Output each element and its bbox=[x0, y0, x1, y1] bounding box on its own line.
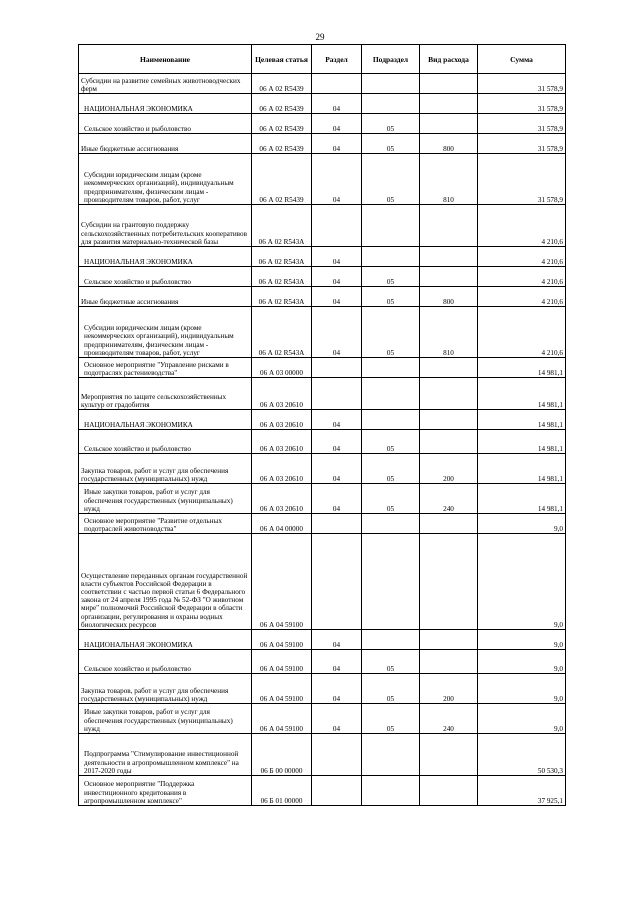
row-target-article: 06 А 03 20610 bbox=[252, 430, 312, 454]
row-name: Субсидии на грантовую поддержку сельскохозяйственных потребительских кооперативов для развития материально-технической базы bbox=[79, 205, 252, 247]
row-target-article: 06 А 02 R543А bbox=[252, 205, 312, 247]
row-section: 04 bbox=[312, 94, 362, 114]
row-target-article: 06 А 02 R5439 bbox=[252, 74, 312, 94]
row-target-article: 06 А 02 R543А bbox=[252, 247, 312, 267]
row-subsection: 05 bbox=[362, 267, 420, 287]
row-subsection: 05 bbox=[362, 287, 420, 307]
row-name: НАЦИОНАЛЬНАЯ ЭКОНОМИКА bbox=[79, 247, 252, 267]
row-expense-kind: 200 bbox=[420, 674, 478, 704]
row-expense-kind bbox=[420, 358, 478, 378]
row-target-article: 06 А 03 20610 bbox=[252, 484, 312, 514]
row-sum: 31 578,9 bbox=[478, 74, 566, 94]
row-name: Основное мероприятие "Управление рисками в подотраслях растениеводства" bbox=[79, 358, 252, 378]
row-subsection bbox=[362, 534, 420, 630]
row-sum: 4 210,6 bbox=[478, 247, 566, 267]
table-row bbox=[79, 410, 566, 430]
row-subsection bbox=[362, 776, 420, 806]
table-row bbox=[79, 94, 566, 114]
row-expense-kind bbox=[420, 514, 478, 534]
row-expense-kind bbox=[420, 94, 478, 114]
row-subsection: 05 bbox=[362, 134, 420, 154]
row-name: Иные бюджетные ассигнования bbox=[79, 134, 252, 154]
row-expense-kind bbox=[420, 247, 478, 267]
row-section bbox=[312, 358, 362, 378]
row-target-article: 06 А 04 00000 bbox=[252, 514, 312, 534]
row-target-article: 06 А 03 20610 bbox=[252, 378, 312, 410]
row-name: Иные закупки товаров, работ и услуг для обеспечения государственных (муниципальных) нужд bbox=[79, 704, 252, 734]
row-target-article: 06 А 03 20610 bbox=[252, 410, 312, 430]
row-name: НАЦИОНАЛЬНАЯ ЭКОНОМИКА bbox=[79, 630, 252, 650]
row-sum: 31 578,9 bbox=[478, 114, 566, 134]
row-subsection bbox=[362, 630, 420, 650]
table-row bbox=[79, 650, 566, 674]
row-target-article: 06 А 02 R543А bbox=[252, 287, 312, 307]
row-section: 04 bbox=[312, 287, 362, 307]
row-subsection: 05 bbox=[362, 484, 420, 514]
table-row bbox=[79, 307, 566, 358]
row-subsection: 05 bbox=[362, 307, 420, 358]
row-target-article: 06 А 04 59100 bbox=[252, 704, 312, 734]
table-row bbox=[79, 154, 566, 205]
row-section: 04 bbox=[312, 484, 362, 514]
row-name: Субсидии на развитие семейных животноводческих ферм bbox=[79, 74, 252, 94]
row-sum: 14 981,1 bbox=[478, 410, 566, 430]
row-name: Иные закупки товаров, работ и услуг для обеспечения государственных (муниципальных) нужд bbox=[79, 484, 252, 514]
row-name: Подпрограмма "Стимулирование инвестиционной деятельности в агропромышленном комплексе" на 2017-2020 годы bbox=[79, 734, 252, 776]
row-sum: 14 981,1 bbox=[478, 454, 566, 484]
row-expense-kind: 800 bbox=[420, 134, 478, 154]
row-sum: 14 981,1 bbox=[478, 358, 566, 378]
row-subsection bbox=[362, 74, 420, 94]
row-name: НАЦИОНАЛЬНАЯ ЭКОНОМИКА bbox=[79, 94, 252, 114]
row-name: Иные бюджетные ассигнования bbox=[79, 287, 252, 307]
row-section: 04 bbox=[312, 134, 362, 154]
row-section bbox=[312, 378, 362, 410]
row-section: 04 bbox=[312, 267, 362, 287]
row-section bbox=[312, 205, 362, 247]
row-section: 04 bbox=[312, 247, 362, 267]
row-subsection bbox=[362, 205, 420, 247]
row-expense-kind bbox=[420, 114, 478, 134]
row-expense-kind: 810 bbox=[420, 307, 478, 358]
row-subsection bbox=[362, 734, 420, 776]
row-name: Сельское хозяйство и рыболовство bbox=[79, 267, 252, 287]
row-section: 04 bbox=[312, 630, 362, 650]
row-sum: 14 981,1 bbox=[478, 484, 566, 514]
row-name: Субсидии юридическим лицам (кроме некоммерческих организаций), индивидуальным предпринимателям, физическим лицам - производителям товаров, работ, услуг bbox=[79, 307, 252, 358]
row-expense-kind bbox=[420, 205, 478, 247]
row-name: Осуществление переданных органам государственной власти субъектов Российской Федерации в соответствии с частью первой статьи 6 Федерального закона от 24 апреля 1995 года № 52-ФЗ "О животном мире" полномочий Российской Федерации в области организации, регулирования и охраны водных биологических ресурсов bbox=[79, 534, 252, 630]
row-name: Субсидии юридическим лицам (кроме некоммерческих организаций), индивидуальным предпринимателям, физическим лицам - производителям товаров, работ, услуг bbox=[79, 154, 252, 205]
table-row bbox=[79, 734, 566, 776]
table-row bbox=[79, 630, 566, 650]
row-section bbox=[312, 534, 362, 630]
row-name: Закупка товаров, работ и услуг для обеспечения государственных (муниципальных) нужд bbox=[79, 454, 252, 484]
header-name: Наименование bbox=[79, 45, 252, 74]
row-expense-kind: 810 bbox=[420, 154, 478, 205]
row-target-article: 06 А 04 59100 bbox=[252, 630, 312, 650]
row-expense-kind bbox=[420, 410, 478, 430]
row-target-article: 06 А 02 R543А bbox=[252, 307, 312, 358]
row-section: 04 bbox=[312, 454, 362, 484]
table-row bbox=[79, 358, 566, 378]
table-row bbox=[79, 484, 566, 514]
row-subsection bbox=[362, 358, 420, 378]
table-row bbox=[79, 74, 566, 94]
row-expense-kind bbox=[420, 734, 478, 776]
row-sum: 9,0 bbox=[478, 704, 566, 734]
row-subsection: 05 bbox=[362, 114, 420, 134]
row-target-article: 06 А 04 59100 bbox=[252, 674, 312, 704]
row-subsection bbox=[362, 410, 420, 430]
row-name: Основное мероприятие "Развитие отдельных подотраслей животноводства" bbox=[79, 514, 252, 534]
row-section bbox=[312, 514, 362, 534]
row-section: 04 bbox=[312, 674, 362, 704]
row-subsection bbox=[362, 378, 420, 410]
table-row bbox=[79, 704, 566, 734]
row-expense-kind bbox=[420, 534, 478, 630]
row-name: Мероприятия по защите сельскохозяйственных культур от градобития bbox=[79, 378, 252, 410]
budget-table bbox=[78, 44, 566, 806]
row-target-article: 06 А 03 00000 bbox=[252, 358, 312, 378]
row-target-article: 06 А 02 R5439 bbox=[252, 134, 312, 154]
row-target-article: 06 Б 01 00000 bbox=[252, 776, 312, 806]
row-subsection bbox=[362, 514, 420, 534]
row-name: Сельское хозяйство и рыболовство bbox=[79, 114, 252, 134]
row-subsection: 05 bbox=[362, 650, 420, 674]
row-expense-kind: 240 bbox=[420, 484, 478, 514]
row-subsection bbox=[362, 247, 420, 267]
row-expense-kind bbox=[420, 267, 478, 287]
row-sum: 14 981,1 bbox=[478, 430, 566, 454]
row-sum: 4 210,6 bbox=[478, 205, 566, 247]
row-expense-kind bbox=[420, 74, 478, 94]
row-section: 04 bbox=[312, 704, 362, 734]
row-target-article: 06 А 03 20610 bbox=[252, 454, 312, 484]
table-header-row bbox=[79, 45, 566, 74]
row-section: 04 bbox=[312, 430, 362, 454]
page-number: 29 bbox=[315, 32, 325, 42]
row-sum: 9,0 bbox=[478, 674, 566, 704]
table-row bbox=[79, 534, 566, 630]
row-target-article: 06 А 02 R5439 bbox=[252, 114, 312, 134]
row-section bbox=[312, 734, 362, 776]
row-section: 04 bbox=[312, 114, 362, 134]
table-row bbox=[79, 287, 566, 307]
row-subsection: 05 bbox=[362, 454, 420, 484]
row-sum: 31 578,9 bbox=[478, 134, 566, 154]
row-sum: 9,0 bbox=[478, 650, 566, 674]
table-row bbox=[79, 205, 566, 247]
row-sum: 4 210,6 bbox=[478, 287, 566, 307]
table-row bbox=[79, 776, 566, 806]
header-section: Раздел bbox=[312, 45, 362, 74]
row-subsection: 05 bbox=[362, 674, 420, 704]
row-subsection bbox=[362, 94, 420, 114]
row-section: 04 bbox=[312, 154, 362, 205]
row-name: Сельское хозяйство и рыболовство bbox=[79, 430, 252, 454]
row-sum: 4 210,6 bbox=[478, 267, 566, 287]
table-row bbox=[79, 114, 566, 134]
row-subsection: 05 bbox=[362, 430, 420, 454]
row-target-article: 06 А 02 R5439 bbox=[252, 94, 312, 114]
row-section: 04 bbox=[312, 410, 362, 430]
row-target-article: 06 А 04 59100 bbox=[252, 534, 312, 630]
row-section bbox=[312, 74, 362, 94]
row-expense-kind bbox=[420, 378, 478, 410]
table-row bbox=[79, 454, 566, 484]
row-sum: 31 578,9 bbox=[478, 94, 566, 114]
row-expense-kind: 240 bbox=[420, 704, 478, 734]
row-name: Сельское хозяйство и рыболовство bbox=[79, 650, 252, 674]
row-expense-kind bbox=[420, 630, 478, 650]
row-sum: 37 925,1 bbox=[478, 776, 566, 806]
table-row bbox=[79, 514, 566, 534]
row-name: Основное мероприятие "Поддержка инвестиционного кредитования в агропромышленном комплексе" bbox=[79, 776, 252, 806]
table-row bbox=[79, 247, 566, 267]
header-subsection: Подраздел bbox=[362, 45, 420, 74]
header-article: Целевая статья bbox=[252, 45, 312, 74]
row-subsection: 05 bbox=[362, 154, 420, 205]
row-sum: 9,0 bbox=[478, 514, 566, 534]
header-sum: Сумма bbox=[478, 45, 566, 74]
row-expense-kind: 200 bbox=[420, 454, 478, 484]
row-target-article: 06 Б 00 00000 bbox=[252, 734, 312, 776]
row-sum: 9,0 bbox=[478, 630, 566, 650]
row-name: Закупка товаров, работ и услуг для обеспечения государственных (муниципальных) нужд bbox=[79, 674, 252, 704]
table-row bbox=[79, 378, 566, 410]
row-target-article: 06 А 02 R543А bbox=[252, 267, 312, 287]
table-row bbox=[79, 430, 566, 454]
row-target-article: 06 А 04 59100 bbox=[252, 650, 312, 674]
table-row bbox=[79, 267, 566, 287]
table-body bbox=[79, 74, 566, 806]
row-expense-kind: 800 bbox=[420, 287, 478, 307]
header-expense-kind: Вид расхода bbox=[420, 45, 478, 74]
row-name: НАЦИОНАЛЬНАЯ ЭКОНОМИКА bbox=[79, 410, 252, 430]
row-expense-kind bbox=[420, 430, 478, 454]
row-section bbox=[312, 776, 362, 806]
row-sum: 14 981,1 bbox=[478, 378, 566, 410]
row-target-article: 06 А 02 R5439 bbox=[252, 154, 312, 205]
row-section: 04 bbox=[312, 307, 362, 358]
table-row bbox=[79, 134, 566, 154]
row-sum: 4 210,6 bbox=[478, 307, 566, 358]
row-sum: 9,0 bbox=[478, 534, 566, 630]
row-section: 04 bbox=[312, 650, 362, 674]
row-expense-kind bbox=[420, 650, 478, 674]
row-sum: 50 530,3 bbox=[478, 734, 566, 776]
row-subsection: 05 bbox=[362, 704, 420, 734]
row-sum: 31 578,9 bbox=[478, 154, 566, 205]
row-expense-kind bbox=[420, 776, 478, 806]
table-row bbox=[79, 674, 566, 704]
